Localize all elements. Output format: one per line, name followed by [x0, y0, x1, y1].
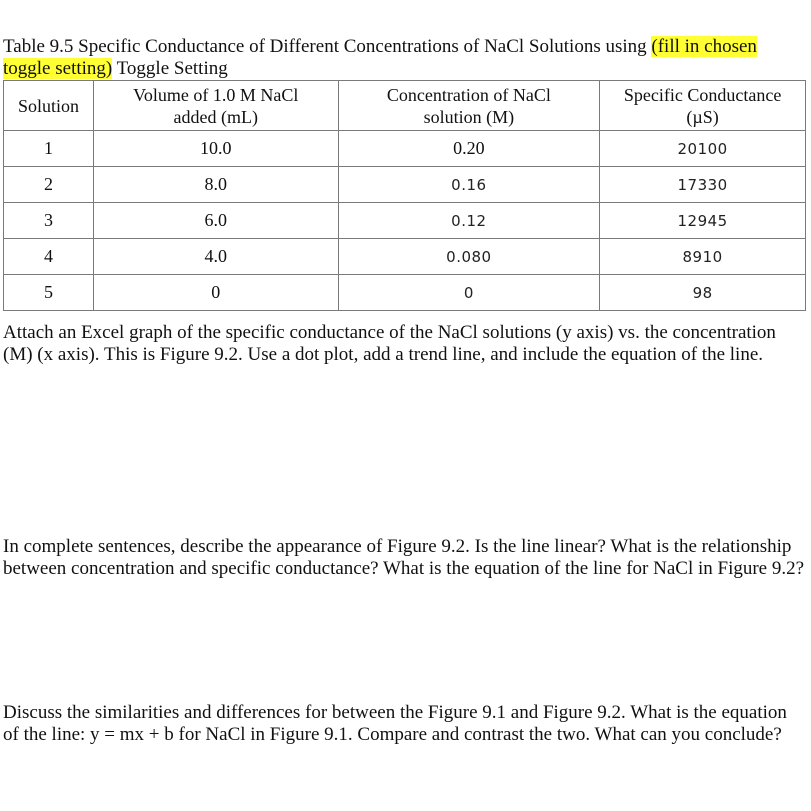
- header-concentration: Concentration of NaCl solution (M): [338, 81, 600, 131]
- table-row: [4, 275, 806, 311]
- cell-conductance: 98: [600, 275, 806, 311]
- cell-solution: 4: [4, 239, 94, 275]
- cell-conductance: 17330: [600, 167, 806, 203]
- header-solution: Solution: [4, 81, 94, 131]
- cell-concentration: 0.16: [338, 167, 600, 203]
- cell-concentration: 0.20: [338, 131, 600, 167]
- instruction-graph: Attach an Excel graph of the specific conductance of the NaCl solutions (y axis) vs. the concentration (M) (x axis). This is Figure 9.2. Use a dot plot, add a trend line, and include the equation of the line.: [3, 322, 776, 365]
- table-row: [4, 203, 806, 239]
- cell-solution: 1: [4, 131, 94, 167]
- cell-concentration: 0.12: [338, 203, 600, 239]
- cell-volume: 10.0: [93, 131, 338, 167]
- cell-concentration: 0.080: [338, 239, 600, 275]
- question-describe-figure: In complete sentences, describe the appearance of Figure 9.2. Is the line linear? What is the relationship between concentration and specific conductance? What is the equation of the line for NaCl in Figure 9.2?: [3, 536, 805, 579]
- header-volume: Volume of 1.0 M NaCl added (mL): [93, 81, 338, 131]
- table-row: [4, 239, 806, 275]
- cell-solution: 3: [4, 203, 94, 239]
- question-compare-figures: Discuss the similarities and differences for between the Figure 9.1 and Figure 9.2. What is the equation of the line: y = mx + b for NaCl in Figure 9.1. Compare and contrast the two. What can you conclude?: [3, 702, 787, 745]
- caption-prefix: Table 9.5 Specific Conductance of Different Concentrations of NaCl Solutions using: [3, 36, 652, 57]
- table-header-row: [4, 81, 806, 131]
- document-page: [3, 36, 806, 311]
- table-caption: [3, 36, 806, 80]
- table-row: [4, 167, 806, 203]
- caption-suffix: Toggle Setting: [112, 58, 228, 79]
- table-row: [4, 131, 806, 167]
- cell-conductance: 20100: [600, 131, 806, 167]
- cell-volume: 8.0: [93, 167, 338, 203]
- conductance-table: [3, 80, 806, 311]
- caption-highlight: (fill in chosen toggle setting): [3, 36, 757, 79]
- cell-volume: 6.0: [93, 203, 338, 239]
- cell-conductance: 8910: [600, 239, 806, 275]
- cell-conductance: 12945: [600, 203, 806, 239]
- header-conductance: Specific Conductance (µS): [600, 81, 806, 131]
- cell-solution: 2: [4, 167, 94, 203]
- cell-concentration: 0: [338, 275, 600, 311]
- cell-solution: 5: [4, 275, 94, 311]
- cell-volume: 0: [93, 275, 338, 311]
- cell-volume: 4.0: [93, 239, 338, 275]
